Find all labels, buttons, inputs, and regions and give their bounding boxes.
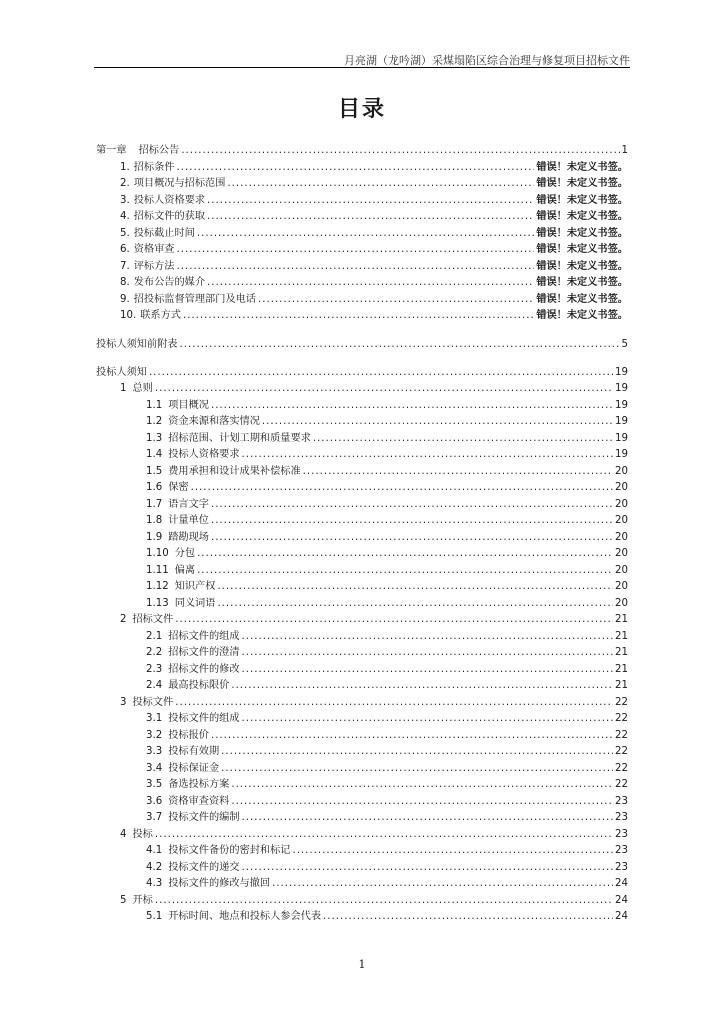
toc-entry-page: 错误！未定义书签。 — [536, 195, 628, 206]
toc-entry-page: 20 — [615, 499, 628, 510]
toc-entry-label: 投标保证金 — [168, 763, 220, 774]
dot-leader — [217, 596, 613, 611]
toc-entry-label: 投标文件的修改与撤回 — [168, 878, 271, 889]
toc-entry-number: 1.13 — [146, 598, 169, 609]
toc-entry-page: 20 — [615, 581, 628, 592]
toc-entry-number: 2.3 — [146, 664, 163, 675]
toc-entry[interactable] — [146, 546, 628, 561]
toc-entry-number: 3.5 — [146, 779, 163, 790]
toc-entry-page: 21 — [615, 631, 628, 642]
dot-leader — [313, 431, 613, 446]
toc-entry[interactable] — [146, 761, 628, 776]
toc-entry-number: 3.3 — [146, 746, 163, 757]
dot-leader — [227, 176, 534, 191]
dot-leader — [221, 761, 613, 776]
toc-entry-page: 24 — [615, 878, 628, 889]
toc-entry-number: 3. — [120, 195, 130, 206]
toc-entry[interactable] — [146, 645, 628, 660]
toc-entry-page: 20 — [615, 515, 628, 526]
toc-entry[interactable] — [120, 242, 628, 257]
toc-entry-page: 19 — [615, 433, 628, 444]
toc-entry-label: 开标 — [132, 895, 153, 906]
toc-entry-number: 1.7 — [146, 499, 163, 510]
toc-entry-label: 投标 — [132, 829, 153, 840]
toc-entry-number: 1.6 — [146, 482, 163, 493]
dot-leader — [303, 464, 613, 479]
toc-entry-label: 开标时间、地点和投标人参会代表 — [168, 911, 322, 922]
dot-leader — [175, 695, 613, 710]
toc-entry-label: 招标范围、计划工期和质量要求 — [168, 433, 311, 444]
toc-entry[interactable] — [120, 193, 628, 208]
dot-leader — [155, 827, 613, 842]
toc-entry-label: 分包 — [174, 548, 196, 559]
toc-entry-label: 资格审查 — [133, 244, 175, 255]
dot-leader — [175, 612, 613, 627]
toc-entry[interactable] — [146, 860, 628, 875]
dot-leader — [197, 226, 534, 241]
dot-leader — [191, 480, 613, 495]
toc-entry-page: 21 — [615, 664, 628, 675]
toc-entry-number: 1.1 — [146, 400, 163, 411]
toc-entry[interactable] — [146, 464, 628, 479]
toc-entry[interactable] — [146, 398, 628, 413]
toc-entry[interactable] — [120, 827, 628, 842]
toc-entry-label: 招标条件 — [133, 162, 175, 173]
dot-leader — [211, 728, 613, 743]
toc-entry-page: 23 — [615, 829, 628, 840]
toc-entry-number: 1 — [120, 383, 127, 394]
toc-entry-number: 1.4 — [146, 449, 163, 460]
toc-entry[interactable] — [146, 909, 628, 924]
toc-entry-number: 4. — [120, 211, 130, 222]
toc-entry-page: 20 — [615, 598, 628, 609]
dot-leader — [231, 794, 613, 809]
toc-entry-label: 同义词语 — [174, 598, 216, 609]
toc-entry[interactable] — [120, 695, 628, 710]
dot-leader — [155, 381, 613, 396]
dot-leader — [183, 308, 534, 323]
toc-entry-number: 2 — [120, 614, 127, 625]
toc-entry[interactable] — [146, 876, 628, 891]
toc-entry-number: 2.1 — [146, 631, 163, 642]
toc-entry[interactable] — [120, 893, 628, 908]
dot-leader — [197, 563, 613, 578]
toc-entry-page: 19 — [615, 400, 628, 411]
toc-entry-page: 24 — [615, 911, 628, 922]
toc-entry-number: 4 — [120, 829, 127, 840]
toc-entry-page: 错误！未定义书签。 — [536, 178, 628, 189]
toc-entry-label: 投标文件备份的密封和标记 — [168, 845, 291, 856]
toc-entry-page: 21 — [615, 680, 628, 691]
toc-entry-page: 错误！未定义书签。 — [536, 162, 628, 173]
toc-entry-label: 资格审查资料 — [168, 796, 230, 807]
dot-leader — [207, 209, 534, 224]
toc-entry[interactable] — [120, 259, 628, 274]
toc-entry-label: 招投标监督管理部门及电话 — [133, 294, 256, 305]
toc-entry-page: 21 — [615, 647, 628, 658]
toc-entry-page: 5 — [621, 339, 628, 350]
dot-leader — [242, 645, 614, 660]
toc-entry-label: 知识产权 — [174, 581, 216, 592]
toc-entry-label: 投标文件 — [132, 697, 174, 708]
dot-leader — [211, 530, 613, 545]
toc-entry[interactable] — [146, 480, 628, 495]
toc-entry-page: 20 — [615, 482, 628, 493]
dot-leader — [197, 546, 613, 561]
toc-entry-label: 招标文件 — [132, 614, 174, 625]
toc-entry-number: 3.4 — [146, 763, 163, 774]
toc-entry[interactable] — [120, 160, 628, 175]
toc-entry-number: 1.3 — [146, 433, 163, 444]
toc-entry-page: 23 — [615, 862, 628, 873]
toc-entry[interactable] — [96, 365, 628, 380]
toc-entry-label: 资金来源和落实情况 — [168, 416, 260, 427]
dot-leader — [207, 275, 534, 290]
toc-entry-page: 21 — [615, 614, 628, 625]
toc-entry[interactable] — [146, 629, 628, 644]
toc-entry-page: 22 — [615, 763, 628, 774]
toc-entry-page: 错误！未定义书签。 — [536, 211, 628, 222]
toc-entry-label: 投标文件的递交 — [168, 862, 240, 873]
toc-entry-page: 23 — [615, 796, 628, 807]
toc-entry[interactable] — [146, 662, 628, 677]
toc-entry-number: 1.11 — [146, 565, 169, 576]
toc-entry[interactable] — [146, 711, 628, 726]
toc-entry[interactable] — [146, 744, 628, 759]
toc-entry-number: 9. — [120, 294, 130, 305]
toc-entry-number: 10. — [120, 310, 137, 321]
toc-entry-page: 错误！未定义书签。 — [536, 228, 628, 239]
toc-entry-label: 保密 — [168, 482, 189, 493]
toc-entry-page: 24 — [615, 895, 628, 906]
toc-entry[interactable] — [146, 563, 628, 578]
toc-entry-page: 1 — [621, 145, 628, 156]
toc-entry[interactable] — [146, 414, 628, 429]
toc-entry-page: 错误！未定义书签。 — [536, 277, 628, 288]
dot-leader — [242, 662, 614, 677]
toc-entry[interactable] — [120, 381, 628, 396]
toc-entry[interactable] — [146, 513, 628, 528]
toc-entry-page: 22 — [615, 697, 628, 708]
toc-entry-label: 投标人资格要求 — [133, 195, 206, 206]
toc-entry-label: 投标截止时间 — [133, 228, 195, 239]
toc-entry-page: 19 — [615, 449, 628, 460]
toc-entry[interactable] — [120, 275, 628, 290]
toc-entry-number: 3.6 — [146, 796, 163, 807]
toc-entry-label: 投标文件的编制 — [168, 812, 240, 823]
dot-leader — [217, 579, 613, 594]
toc-entry[interactable] — [146, 497, 628, 512]
toc-entry-page: 错误！未定义书签。 — [536, 294, 628, 305]
dot-leader — [231, 777, 613, 792]
toc-entry-label: 项目概况 — [168, 400, 209, 411]
toc-entry[interactable] — [146, 678, 628, 693]
toc-entry[interactable] — [120, 226, 628, 241]
toc-entry-number: 7. — [120, 261, 130, 272]
dot-leader — [155, 893, 613, 908]
toc-entry-number: 1.10 — [146, 548, 169, 559]
dot-leader — [323, 909, 613, 924]
toc-entry-label: 费用承担和设计成果补偿标准 — [168, 466, 301, 477]
dot-leader — [176, 160, 534, 175]
toc-entry-number: 1.2 — [146, 416, 163, 427]
toc-entry-page: 19 — [615, 367, 628, 378]
toc-entry-number: 3.7 — [146, 812, 163, 823]
toc-entry-label: 投标人须知 — [96, 367, 147, 378]
dot-leader — [211, 513, 613, 528]
toc-entry-label: 偏离 — [174, 565, 196, 576]
toc-entry-label: 发布公告的媒介 — [133, 277, 206, 288]
dot-leader — [221, 744, 613, 759]
dot-leader — [176, 242, 534, 257]
toc-entry-label: 语言文字 — [168, 499, 209, 510]
toc-entry-page: 23 — [615, 845, 628, 856]
toc-entry-label: 踏勘现场 — [168, 532, 209, 543]
toc-entry-number: 3.1 — [146, 713, 163, 724]
toc-entry-label: 最高投标限价 — [168, 680, 230, 691]
toc-entry[interactable] — [146, 810, 628, 825]
toc-entry[interactable] — [96, 337, 628, 352]
toc-entry-number: 1.12 — [146, 581, 169, 592]
toc-entry-number: 8. — [120, 277, 130, 288]
dot-leader — [242, 629, 614, 644]
toc-entry-page: 20 — [615, 466, 628, 477]
toc-entry-number: 1. — [120, 162, 130, 173]
toc-entry[interactable] — [96, 143, 628, 158]
toc-entry-label: 投标有效期 — [168, 746, 220, 757]
toc-entry-number: 4.2 — [146, 862, 163, 873]
dot-leader — [207, 193, 534, 208]
toc-entry[interactable] — [120, 292, 628, 307]
toc-entry[interactable] — [120, 176, 628, 191]
dot-leader — [272, 876, 613, 891]
dot-leader — [242, 810, 614, 825]
toc-entry-label: 投标报价 — [168, 730, 209, 741]
page-number: 1 — [358, 958, 366, 971]
toc-entry-page: 错误！未定义书签。 — [536, 244, 628, 255]
toc-entry-page: 20 — [615, 548, 628, 559]
toc-entry-number: 1.5 — [146, 466, 163, 477]
toc-entry-label: 招标文件的组成 — [168, 631, 240, 642]
toc-entry-page: 22 — [615, 713, 628, 724]
toc-entry-label: 投标文件的组成 — [168, 713, 240, 724]
toc-entry-label: 项目概况与招标范围 — [133, 178, 226, 189]
dot-leader — [242, 447, 614, 462]
dot-leader — [262, 414, 613, 429]
toc-entry-number: 2. — [120, 178, 130, 189]
toc-entry[interactable] — [120, 308, 628, 323]
toc-entry[interactable] — [146, 777, 628, 792]
toc-entry-number: 1.8 — [146, 515, 163, 526]
toc-entry-label: 评标方法 — [133, 261, 175, 272]
dot-leader — [292, 843, 613, 858]
toc-entry-label: 备选投标方案 — [168, 779, 230, 790]
toc-entry-page: 22 — [615, 779, 628, 790]
dot-leader — [242, 711, 614, 726]
toc-entry-number: 2.2 — [146, 647, 163, 658]
toc-entry-label: 招标文件的修改 — [168, 664, 240, 675]
toc-entry[interactable] — [146, 794, 628, 809]
toc-entry-number: 4.1 — [146, 845, 163, 856]
toc-entry[interactable] — [146, 530, 628, 545]
toc-entry-label: 招标文件的获取 — [133, 211, 206, 222]
toc-entry-page: 22 — [615, 746, 628, 757]
toc-entry-number: 6. — [120, 244, 130, 255]
toc-entry[interactable] — [146, 728, 628, 743]
toc-entry-page: 23 — [615, 812, 628, 823]
dot-leader — [149, 365, 613, 380]
toc-entry-number: 第一章 — [96, 145, 127, 156]
dot-leader — [180, 337, 620, 352]
toc-entry-label: 投标人须知前附表 — [96, 339, 178, 350]
toc-entry-page: 错误！未定义书签。 — [536, 261, 628, 272]
toc-entry-number: 3.2 — [146, 730, 163, 741]
dot-leader — [211, 497, 613, 512]
running-header: 月亮湖（龙吟湖）采煤塌陷区综合治理与修复项目招标文件 — [344, 54, 630, 67]
toc-entry-number: 5.1 — [146, 911, 163, 922]
toc-entry-page: 19 — [615, 383, 628, 394]
dot-leader — [181, 143, 619, 158]
dot-leader — [231, 678, 613, 693]
toc-entry[interactable] — [146, 579, 628, 594]
toc-entry[interactable] — [146, 843, 628, 858]
toc-entry-label: 投标人资格要求 — [168, 449, 240, 460]
toc-entry-page: 20 — [615, 565, 628, 576]
toc-entry-label: 计量单位 — [168, 515, 209, 526]
dot-leader — [242, 860, 614, 875]
toc-entry-label: 联系方式 — [140, 310, 181, 321]
dot-leader — [176, 259, 534, 274]
toc-entry-page: 19 — [615, 416, 628, 427]
dot-leader — [258, 292, 534, 307]
toc-entry-page: 错误！未定义书签。 — [536, 310, 628, 321]
toc-entry-number: 5 — [120, 895, 127, 906]
toc-entry-label: 招标文件的澄清 — [168, 647, 240, 658]
toc-entry-number: 4.3 — [146, 878, 163, 889]
toc-entry[interactable] — [146, 431, 628, 446]
toc-entry[interactable] — [146, 596, 628, 611]
toc-entry[interactable] — [120, 209, 628, 224]
toc-entry[interactable] — [146, 447, 628, 462]
toc-entry-number: 1.9 — [146, 532, 163, 543]
toc-entry-label: 招标公告 — [138, 145, 180, 156]
toc-entry[interactable] — [120, 612, 628, 627]
toc-entry-number: 3 — [120, 697, 127, 708]
toc-entry-page: 22 — [615, 730, 628, 741]
page-title: 目录 — [337, 97, 386, 122]
toc-entry-label: 总则 — [132, 383, 153, 394]
toc-entry-number: 2.4 — [146, 680, 163, 691]
toc-entry-page: 20 — [615, 532, 628, 543]
dot-leader — [211, 398, 613, 413]
toc-entry-number: 5. — [120, 228, 130, 239]
